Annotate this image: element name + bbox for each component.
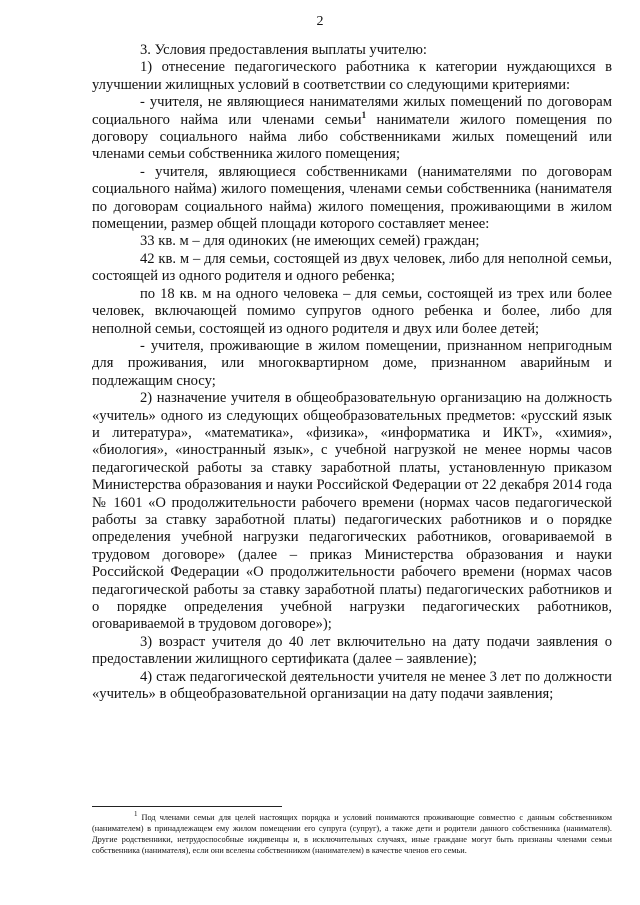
paragraph-unfit-housing: - учителя, проживающие в жилом помещении, признанном непригодным для проживания, или многоквартирном доме, признанном аварийным и подлежащим сносу; (92, 337, 612, 389)
paragraph-owners: - учителя, являющиеся собственниками (нанимателями по договорам социального найма) жилого помещения, членами семьи собственника (нанимателя по договорам социального найма) жилого помещения, проживающими в жилом помещении, размер общей площади которого составляет менее: (92, 163, 612, 233)
footnote-text: Под членами семьи для целей настоящих порядка и условий понимаются проживающие совместно с данным собственником (нанимателем) в принадлежащем ему жилом помещении его супруга (супруг), а также дети и родители данного собственника (нанимателя). Другие родственники, нетрудоспособные иждивенцы и, в исключительных случаях, иные граждане могут быть признаны членами семьи собственника (нанимателя), если они вселены собственником (нанимателем) в качестве членов его семьи. (92, 813, 612, 855)
paragraph-area-two: 42 кв. м – для семьи, состоящей из двух человек, либо для неполной семьи, состоящей из одного родителя и одного ребенка; (92, 250, 612, 285)
paragraph-text-cont: наниматели жилого помещения по договору социального найма либо собственниками жилых помещений или членами семьи собственника жилого помещения; (92, 111, 612, 163)
paragraph-area-single: 33 кв. м – для одиноких (не имеющих семей) граждан; (140, 233, 480, 250)
paragraph-experience: 4) стаж педагогической деятельности учителя не менее 3 лет по должности «учитель» в общеобразовательной организации на дату подачи заявления; (92, 668, 612, 703)
paragraph-not-tenants (92, 94, 612, 164)
footnote (92, 812, 612, 856)
page-number: 2 (316, 14, 324, 29)
paragraph-age: 3) возраст учителя до 40 лет включительно на дату подачи заявления о предоставлении жилищного сертификата (далее – заявление); (92, 633, 612, 668)
paragraph-text: - учителя, не являющиеся нанимателями жилых помещений по договорам социального найма или членами семьи (92, 94, 612, 128)
section-heading: 3. Условия предоставления выплаты учителю: (140, 42, 427, 58)
footnote-divider (92, 806, 282, 807)
paragraph-area-three: по 18 кв. м на одного человека – для семьи, состоящей из трех или более человек, включающей помимо супругов одного ребенка и более, либо для неполной семьи, состоящей из одного родителя и двух или более детей; (92, 285, 612, 337)
paragraph-appointment: 2) назначение учителя в общеобразовательную организацию на должность «учитель» одного из следующих общеобразовательных предметов: «русский язык и литература», «математика», «физика», «информатика и ИКТ», «химия», «биология», «иностранный язык», с учебной нагрузкой не менее нормы часов педагогической работы за ставку заработной платы, установленную приказом Министерства образования и науки Российской Федерации от 22 декабря 2014 года № 1601 «О продолжительности рабочего времени (нормах часов педагогической работы за ставку заработной платы) педагогических работников и о порядке определения учебной нагрузки педагогических работников, оговариваемой в трудовом договоре» (далее – приказ Министерства образования и науки Российской Федерации «О продолжительности рабочего времени (нормах часов педагогической работы за ставку заработной платы) педагогических работников и о порядке определения учебной нагрузки педагогических работников, оговариваемой в трудовом договоре»); (92, 390, 612, 633)
footnote-reference[interactable]: 1 (361, 109, 367, 120)
footnote-number: 1 (134, 810, 138, 819)
document-body (92, 42, 612, 703)
paragraph-criteria-intro: 1) отнесение педагогического работника к категории нуждающихся в улучшении жилищных условий в соответствии со следующими критериями: (92, 59, 612, 93)
